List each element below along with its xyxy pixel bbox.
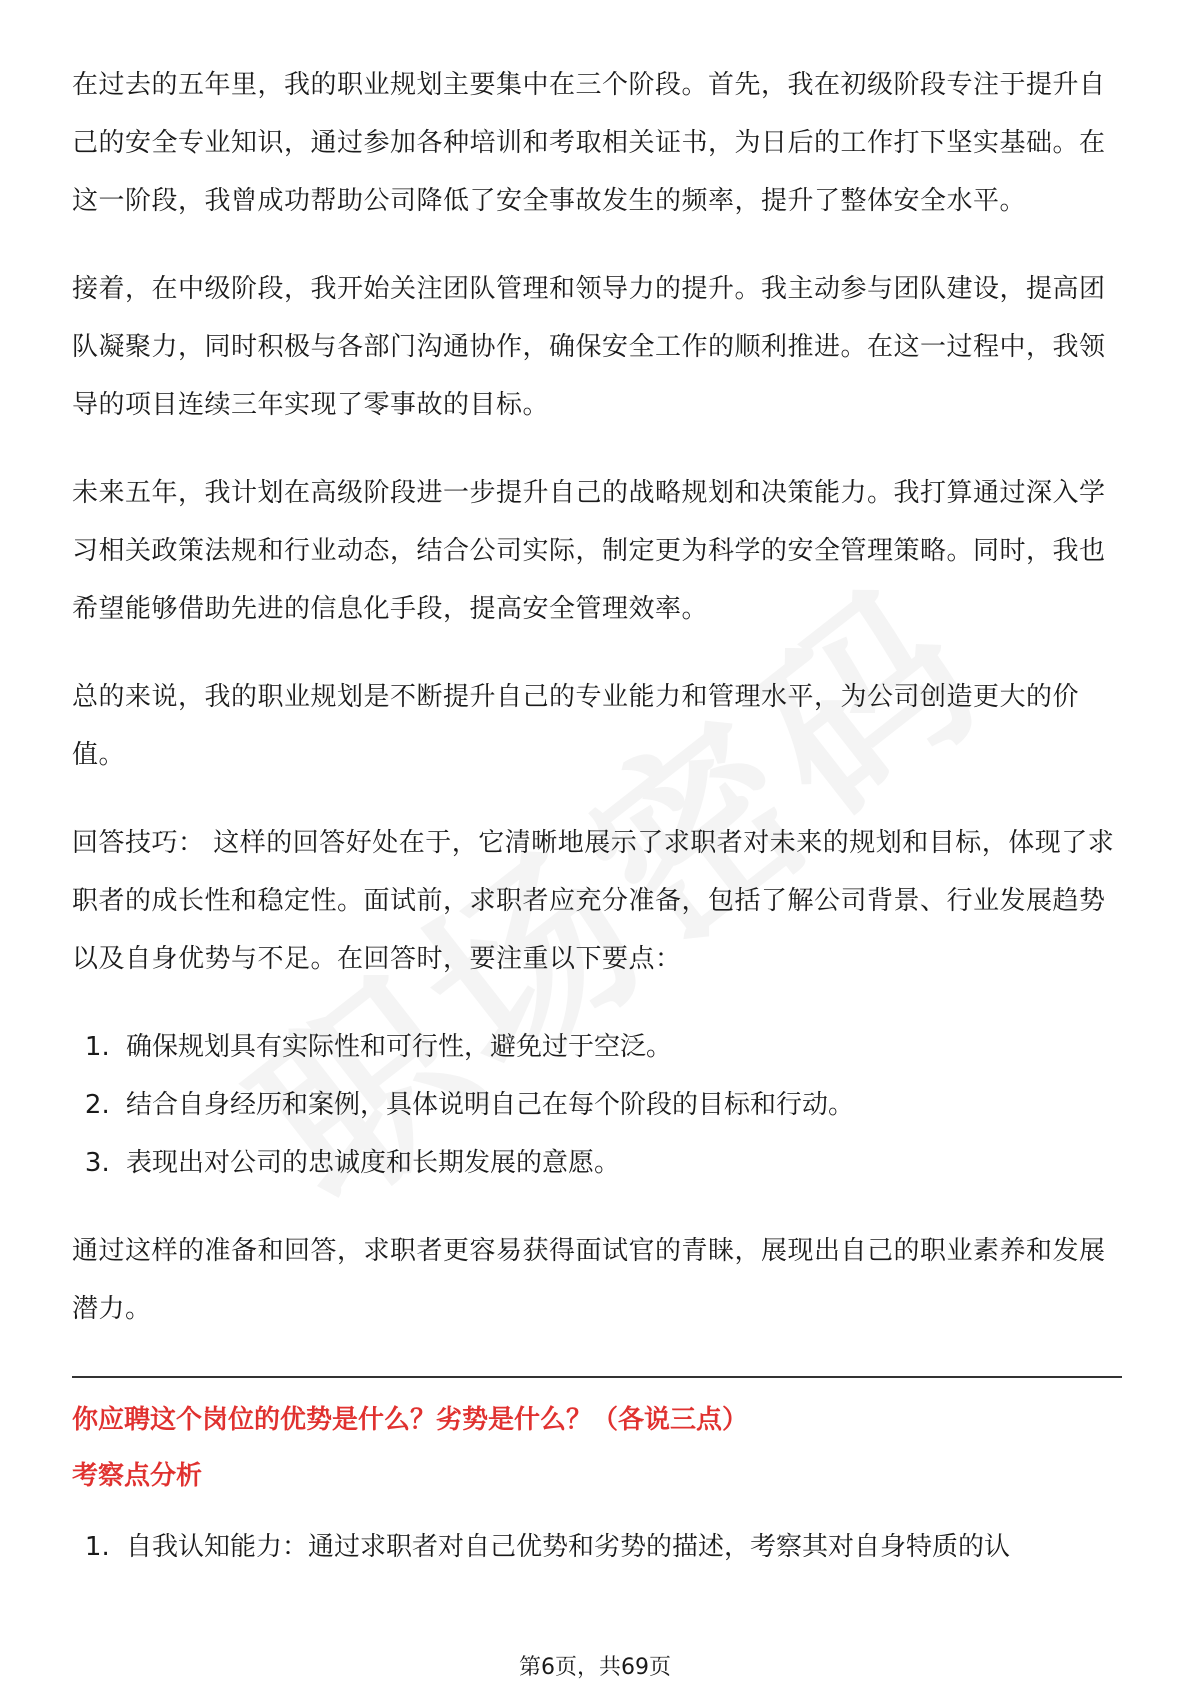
paragraph-answer-tips: 回答技巧： 这样的回答好处在于，它清晰地展示了求职者对未来的规划和目标，体现了求职者的成长性和稳定性。面试前，求职者应充分准备，包括了解公司背景、行业发展趋势以及自身优势与不足。在回答时，要注重以下要点： xyxy=(72,828,1115,974)
paragraph-closing: 通过这样的准备和回答，求职者更容易获得面试官的青睐，展现出自己的职业素养和发展潜力。 xyxy=(72,1236,1106,1324)
list-item: 1. 确保规划具有实际性和可行性，避免过于空泛。 xyxy=(118,1018,1122,1076)
tips-list xyxy=(72,1018,1122,1192)
paragraph-career-future: 未来五年，我计划在高级阶段进一步提升自己的战略规划和决策能力。我打算通过深入学习相关政策法规和行业动态，结合公司实际，制定更为科学的安全管理策略。同时，我也希望能够借助先进的信息化手段，提高安全管理效率。 xyxy=(72,478,1106,624)
list-item: 1. 自我认知能力：通过求职者对自己优势和劣势的描述，考察其对自身特质的认 xyxy=(118,1518,1122,1576)
list-item: 3. 表现出对公司的忠诚度和长期发展的意愿。 xyxy=(118,1134,1122,1192)
paragraph-career-middle: 接着，在中级阶段，我开始关注团队管理和领导力的提升。我主动参与团队建设，提高团队凝聚力，同时积极与各部门沟通协作，确保安全工作的顺利推进。在这一过程中，我领导的项目连续三年实现了零事故的目标。 xyxy=(72,274,1106,420)
page-footer: 第6页，共69页 xyxy=(519,1655,671,1680)
analysis-list xyxy=(72,1518,1122,1576)
question-title: 你应聘这个岗位的优势是什么？劣势是什么？（各说三点） xyxy=(72,1405,749,1435)
paragraph-summary: 总的来说，我的职业规划是不断提升自己的专业能力和管理水平，为公司创造更大的价值。 xyxy=(72,682,1080,770)
list-item: 2. 结合自身经历和案例，具体说明自己在每个阶段的目标和行动。 xyxy=(118,1076,1122,1134)
analysis-title: 考察点分析 xyxy=(72,1461,203,1491)
section-divider xyxy=(72,1376,1122,1378)
paragraph-career-past: 在过去的五年里，我的职业规划主要集中在三个阶段。首先，我在初级阶段专注于提升自己的安全专业知识，通过参加各种培训和考取相关证书，为日后的工作打下坚实基础。在这一阶段，我曾成功帮助公司降低了安全事故发生的频率，提升了整体安全水平。 xyxy=(72,70,1106,216)
document-body xyxy=(72,56,1122,1606)
